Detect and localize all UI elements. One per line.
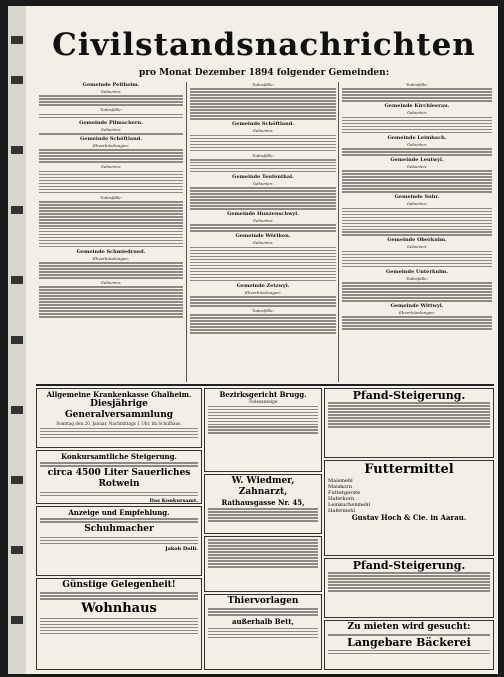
section-head: Gemeinde Suhr. [394,194,440,201]
section-head: Gemeinde Schmiedrued. [76,248,146,255]
section-head: Gemeinde Teufenthal. [232,173,294,180]
column-2 [186,82,339,382]
section-sub: Geburten: [406,163,428,169]
ad-wiedmer [204,474,322,534]
section-head: Gemeinde Pilmachern. [79,119,143,126]
section-sub: Geburten: [406,141,428,147]
section-sub: Ehverkündungen: [92,255,130,261]
section-sub: Todesfälle: [406,275,428,281]
ad-text: außerhalb Bett, [232,617,294,627]
ad-title: Günstige Gelegenheit! [62,580,176,590]
ad-title: Konkursamtliche Steigerung. [61,452,177,461]
section-sub: Geburten: [406,201,428,207]
ad-text: Wohnhaus [81,601,157,617]
feed-item: Futtergerste [328,490,361,496]
section-sub: Geburten: [252,240,274,246]
feed-item: Maismehl [328,478,353,484]
section-head: Gemeinde Schöftland. [80,136,142,143]
page-edge-strip [8,6,26,674]
section-sub: Todesfälle: [252,82,274,87]
section-sub: Geburten: [100,164,122,170]
ad-empfehlung [36,506,202,576]
section-sub: Todesfälle: [252,152,274,158]
ad-konkurs [36,450,202,504]
feed-item: Maiskorn [328,484,352,490]
section-sub: Ehverkündungen: [92,143,130,149]
advertisements [36,386,494,672]
feed-item: Haferkorn [328,496,355,502]
section-sub: Ehverkündungen: [398,310,436,316]
section-head: Gemeinde Zetzwyl. [236,282,290,289]
ad-signature: Gustav Hoch & Cie. in Aarau. [351,513,467,522]
ad-text: Schuhmacher [84,524,154,535]
feed-item: Leinkuchenmehl [328,502,371,508]
ad-bezirksgericht [204,388,322,472]
ad-steigerung-2 [324,558,494,618]
section-head: Gemeinde Unterkulm. [385,268,449,275]
section-sub: Ehverkündungen: [244,289,282,295]
ad-krankenkasse [36,388,202,448]
ad-title: Pfand-Steigerung. [352,559,466,572]
ad-signature: Das Konkursamt. [149,497,198,504]
section-sub: Geburten: [100,89,122,94]
section-head: Gemeinde Hunzenschwyl. [227,211,299,218]
ad-title: Bezirksgericht Brugg. [219,390,307,399]
ad-title: Anzeige und Empfehlung. [68,508,170,517]
ad-title: Pfand-Steigerung. [352,389,466,402]
section-sub: Geburten: [100,280,122,286]
section-sub: Geburten: [252,180,274,186]
ad-text: Rathausgasse Nr. 45, [221,498,305,507]
section-head: Gemeinde Wittwyl. [390,303,444,310]
ad-futtermittel [324,460,494,556]
section-head: Gemeinde Leimbach. [387,134,447,141]
section-head: Gemeinde Oberkulm. [387,237,447,244]
ad-signature: Jakob Dolli. [165,545,198,552]
newspaper-page [8,6,498,674]
ad-steigerung-1 [324,388,494,458]
section-head: Gemeinde Leutwyl. [390,156,444,163]
page-title: Civilstandsnachrichten [52,27,476,63]
section-sub: Geburten: [252,128,274,134]
page-subtitle: pro Monat Dezember 1894 folgender Gemeinden: [138,68,390,78]
section-sub: Geburten: [100,126,122,132]
section-sub: Todesfälle: [100,194,122,200]
ad-title: Thiervorlagen [227,596,299,606]
section-sub: Geburten: [406,244,428,250]
ad-middle-notice [204,536,322,592]
section-head: Gemeinde Kirchleerau. [384,103,450,110]
ad-gelegenheit [36,578,202,670]
ad-title: Allgemeine Krankenkasse Ghalheim. [46,390,192,399]
section-head: Gemeinde Schöftland. [232,121,294,128]
ad-miete [324,620,494,670]
section-sub: Todesfälle: [406,82,428,87]
section-sub: Geburten: [252,218,274,224]
ad-text: Langebare Bäckerei [347,636,471,650]
feed-item: Hafermehl [328,508,356,514]
ad-text: Sonntag den 20. Januar, Nachmittags 1 Uhr, im Schulhaus. [56,421,182,426]
ad-text: Todesanzeige [248,399,278,404]
ad-thiervorlagen [204,594,322,670]
section-sub: Todesfälle: [100,107,122,113]
ad-text: circa 4500 Liter Sauerliches Rotwein [47,468,191,490]
ad-title: Futtermittel [364,462,454,477]
ad-title: W. Wiedmer, Zahnarzt, [231,476,295,497]
section-sub: Geburten: [406,110,428,116]
ad-heading: Diesjährige Generalversammlung [64,399,174,420]
section-sub: Todesfälle: [252,307,274,313]
section-head: Gemeinde Wöriken. [235,233,291,240]
section-head: Gemeinde Peltheim. [82,82,140,88]
column-1 [36,82,186,382]
column-3 [338,82,495,382]
ad-title: Zu mieten wird gesucht: [347,622,471,632]
